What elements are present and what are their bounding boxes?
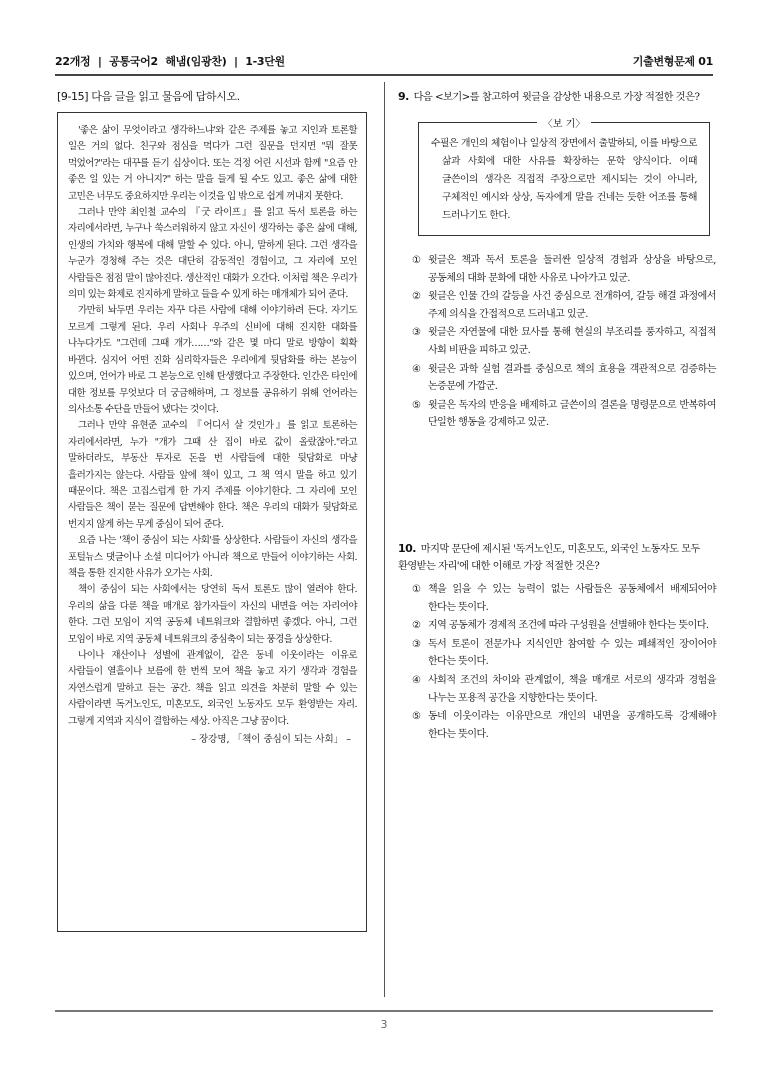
question-9	[398, 88, 716, 433]
question-9-options	[398, 252, 716, 432]
answer-option[interactable]: ④ 사회적 조건의 차이와 관계없이, 책을 매개로 서로의 생각과 경험을 나누는 포용적 공간을 지향한다는 뜻이다.	[412, 674, 716, 704]
header-publisher: 해냄(임광찬)	[165, 55, 227, 68]
passage-paragraph: 가만히 놔두면 우리는 자꾸 다른 사람에 대해 이야기하려 든다. 자기도 모르게 그렇게 된다. 우리 사회나 우주의 신비에 대해 진지한 대화를 나누다가도 "그런데 그때 개가……"와 같은 몇 마디 말로 방향이 획확 바뀐다. 심지어 어떤 진화 심리학자들은 우리에게 뒷담화를 하는 본능이 있으며, 언어가 바로 그 본능으로 인해 탄생했다고 주장한다. 인간은 타인에 대한 정보를 무엇보다 더 궁금해하며, 그 정보를 공유하기 위해 언어라는 의사소통 수단을 만들어 냈다는 것이다.	[68, 305, 357, 415]
question-10-number: 10.	[398, 542, 416, 555]
header-divider	[55, 74, 713, 76]
answer-option[interactable]: ③ 윗글은 자연물에 대한 묘사를 통해 현실의 부조리를 풍자하고, 직접적 사회 비판을 피하고 있군.	[412, 327, 716, 356]
passage-paragraph: 그러나 만약 최인철 교수의 『굿 라이프』를 읽고 독서 토론을 하는 자리에서라면, 누구나 쑥스러워하지 않고 자신이 생각하는 좋은 삶에 대해, 인생의 가치와 행복에 대해 말할 수 있다. 아니, 말하게 된다. 그런 생각을 누군가 경청해 주는 것은 대단히 감동적인 경험이고, 그 자리에 모인 사람들은 점점 말이 많아진다. 생산적인 대화가 오간다. 이처럼 책은 우리가 의미 있는 화제로 진지하게 말하고 들을 수 있게 하는 매개체가 되어 준다.	[68, 207, 357, 301]
bogi-box	[418, 119, 710, 236]
question-9-number: 9.	[398, 90, 409, 103]
answer-option[interactable]: ⑤ 윗글은 독자의 반응을 배제하고 글쓴이의 결론을 명령문으로 반복하여 단일한 행동을 강제하고 있군.	[412, 399, 716, 429]
question-10-text: 마지막 문단에 제시된 '독거노인도, 미혼모도, 외국인 노동자도 모두 환영받는 자리'에 대한 이해로 가장 적절한 것은?	[398, 544, 700, 572]
question-10-stem	[398, 540, 716, 575]
passage-paragraph: 요즘 나는 '책이 중심이 되는 사회'를 상상한다. 사람들이 자신의 생각을 포털뉴스 댓글이나 소셜 미디어가 아니라 책으로 만들어 이야기하는 사회. 책을 통한 진지한 사유가 오가는 사회.	[68, 535, 357, 579]
page-header	[55, 50, 713, 72]
answer-option[interactable]: ⑤ 동네 이웃이라는 이유만으로 개인의 내면을 공개하도록 강제해야 한다는 뜻이다.	[412, 711, 716, 740]
footer-divider	[55, 1010, 713, 1012]
left-column	[57, 88, 367, 106]
question-10	[398, 540, 716, 744]
answer-option[interactable]: ① 윗글은 책과 독서 토론을 둘러싼 일상적 경험과 상상을 바탕으로, 공동체의 대화 문화에 대한 사유로 나아가고 있군.	[412, 255, 716, 284]
header-sep-2: |	[233, 55, 238, 68]
header-subject: 공통국어2	[109, 55, 158, 68]
section-title: [9-15] 다음 글을 읽고 물음에 답하시오.	[57, 90, 240, 103]
bogi-text: 수필은 개인의 체험이나 일상적 장면에서 출발하되, 이를 바탕으로 삶과 사회에 대한 사유를 확장하는 문학 양식이다. 이때 글쓴이의 생각은 직접적 주장으로만 제시되는 것이 아니라, 구체적인 예시와 상상, 독자에게 말을 건네는 듯한 어조를 통해 드러나기도 한다.	[431, 138, 697, 221]
header-sep-1: |	[97, 55, 102, 68]
passage-paragraph: '좋은 삶이 무엇이라고 생각하느냐'와 같은 주제를 놓고 지인과 토론할 일은 거의 없다. 친구와 점심을 먹다가 그런 질문을 던지면 "뭐 잘못 먹었어?"라는 대꾸를 듣기 십상이다. 또는 걱정 어린 시선과 함께 "요즘 안 좋은 일 있는 거 아니지?" 하는 말을 들게 될 수도 있고. 좋은 삶에 대한 고민은 너무도 중요하지만 우리는 이것을 입 밖으로 쉽게 꺼내지 못한다.	[68, 125, 357, 202]
passage-source: – 장강명, 「책이 중심이 되는 사회」 –	[191, 734, 351, 746]
passage-paragraph: 그러나 만약 유현준 교수의 『어디서 살 것인가』를 읽고 토론하는 자리에서라면, 누가 "개가 그때 산 집이 바로 값이 올랐잖아."라고 말하더라도, 부동산 투자로 돈을 번 사람들에 대한 뒷담화로 마냥 흘러가지는 않는다. 사람들 앞에 책이 있고, 그 책 역시 말을 하고 있기 때문이다. 책은 고집스럽게 한 가지 주제를 이야기한다. 그 자리에 모인 사람들은 책이 묻는 질문에 답변해야 한다. 책은 우리의 대화가 뒷담화로 번지지 않게 하는 무게 중심이 되어 준다.	[68, 420, 357, 530]
question-9-text: 다음 <보기>를 참고하여 윗글을 감상한 내용으로 가장 적절한 것은?	[413, 92, 700, 103]
header-course-info	[55, 53, 289, 69]
answer-option[interactable]: ① 책을 읽을 수 있는 능력이 없는 사람들은 공동체에서 배제되어야 한다는 뜻이다.	[412, 584, 716, 613]
answer-option[interactable]: ② 지역 공동체가 경제적 조건에 따라 구성원을 선별해야 한다는 뜻이다.	[412, 620, 709, 632]
column-divider	[384, 82, 385, 997]
answer-option[interactable]: ④ 윗글은 과학 실험 결과를 중심으로 책의 효용을 객관적으로 검증하는 논증문에 가깝군.	[412, 363, 716, 393]
passage-paragraph: 나이나 재산이나 성별에 관계없이, 같은 동네 이웃이라는 이유로 사람들이 열흘이나 보름에 한 번씩 모여 책을 놓고 자기 생각과 경험을 자연스럽게 말하고 듣는 공간. 책을 읽고 의견을 차분히 말할 수 있는 사람이라면 독거노인도, 미혼모도, 외국인 노동자도 모두 환영받는 자리. 그렇게 지역과 지식이 결합하는 세상. 아직은 그냥 꿈이다.	[68, 650, 357, 727]
header-unit: 1-3단원	[245, 55, 285, 68]
bogi-label: 〈보 기〉	[419, 115, 709, 130]
answer-option[interactable]: ③ 독서 토론이 전문가나 지식인만 참여할 수 있는 폐쇄적인 장이어야 한다는 뜻이다.	[412, 638, 716, 668]
passage-paragraph: 책이 중심이 되는 사회에서는 당연히 독서 토론도 많이 열려야 한다. 우리의 삶을 다룬 책을 매개로 참가자들이 자신의 내면을 여는 자리여야 한다. 그런 모임이 지역 공동체 네트워크와 결합하면 좋겠다. 아니, 그런 모임이 바로 지역 공동체 네트워크의 중심축이 되는 풍경을 상상한다.	[68, 584, 357, 645]
header-doc-type: 기출변형문제 01	[632, 55, 713, 68]
page-number: 3	[380, 1018, 388, 1031]
question-10-options	[398, 581, 716, 743]
header-course: 22개정	[55, 55, 91, 68]
passage-box	[57, 112, 367, 932]
question-9-stem	[398, 88, 716, 106]
answer-option[interactable]: ② 윗글은 인물 간의 갈등을 사건 중심으로 전개하여, 갈등 해결 과정에서 주제 의식을 간접적으로 드러내고 있군.	[412, 291, 716, 320]
